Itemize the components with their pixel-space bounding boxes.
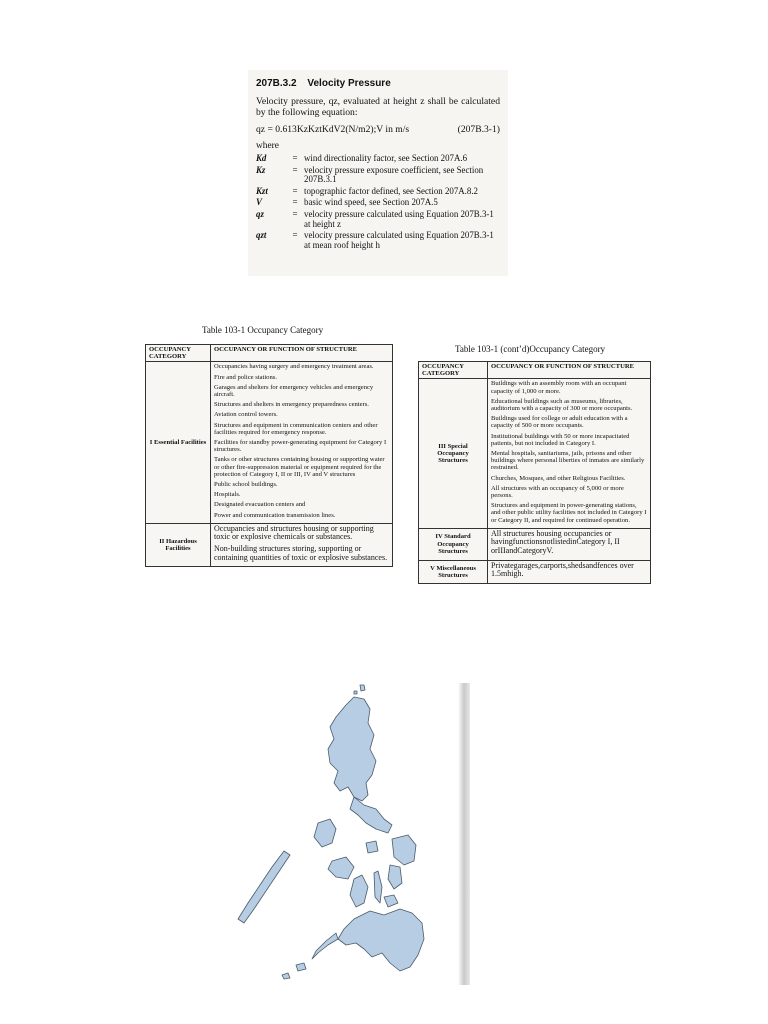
batanes-islands xyxy=(354,685,365,694)
list-item: Educational buildings such as museums, libraries, auditorium with a capacity of 300 or more occupants. xyxy=(491,397,633,413)
mindoro-island xyxy=(314,819,336,847)
definition-equals: = xyxy=(292,153,298,163)
table-row xyxy=(419,379,651,528)
column-header-function: OCCUPANCY OR FUNCTION OF STRUCTURE xyxy=(488,362,651,379)
occupancy-table-left xyxy=(145,344,393,567)
definition-row xyxy=(256,154,500,166)
list-item: Structures and equipment in communication centers and other facilities required for emergency response. xyxy=(214,421,378,436)
samar-island xyxy=(392,835,416,865)
definition-equals: = xyxy=(292,197,298,208)
map-graphic xyxy=(178,683,458,985)
list-item: Designated evacuation centers and xyxy=(214,501,306,509)
definition-text: velocity pressure calculated using Equation 207B.3-1 at height z xyxy=(304,208,494,229)
where-label: where xyxy=(256,141,279,151)
section-heading xyxy=(256,78,500,89)
occupancy-functions xyxy=(211,362,393,523)
negros-island xyxy=(350,875,368,907)
definition-symbol: Kd xyxy=(256,153,267,163)
section-number: 207B.3.2 xyxy=(256,78,297,89)
palawan-island xyxy=(238,851,290,923)
list-item: Facilities for standby power-generating equipment for Category I structures. xyxy=(214,439,387,454)
occupancy-functions xyxy=(488,560,651,583)
table-caption-right: Table 103-1 (cont’d)Occupancy Category xyxy=(455,344,606,354)
definition-text: wind directionality factor, see Section 207A.6 xyxy=(304,153,468,163)
occupancy-table-right xyxy=(418,361,651,584)
list-item: Privategarages,carports,shedsandfences over 1.5mhigh. xyxy=(491,560,634,579)
table-row xyxy=(419,560,651,583)
occupancy-category: IV Standard Occupancy Structures xyxy=(419,528,488,560)
list-item: Mental hospitals, sanitariums, jails, prisons and other buildings where personal liberties of inmates are similarly restrained. xyxy=(491,450,645,472)
occupancy-functions xyxy=(211,523,393,566)
intro-text: Velocity pressure, qz, evaluated at height z shall be calculated by the following equation: xyxy=(256,96,500,118)
list-item: Tanks or other structures containing housing or supporting water or other fire-suppression material or equipment required for the protection of Category I, II or III, IV and V structures xyxy=(214,456,385,478)
luzon-south xyxy=(350,797,392,833)
definition-equals: = xyxy=(292,230,298,241)
luzon-island xyxy=(328,697,376,801)
list-item: Power and communication transmission lines. xyxy=(214,511,336,519)
list-item: Structures and shelters in emergency preparedness centers. xyxy=(214,401,369,409)
mindanao-island xyxy=(338,909,424,971)
occupancy-category: I Essential Facilities xyxy=(146,362,211,523)
list-item: Garages and shelters for emergency vehicles and emergency aircraft. xyxy=(214,383,374,399)
list-item: Buildings with an assembly room with an occupant capacity of 1,000 or more. xyxy=(491,380,627,395)
definition-equals: = xyxy=(292,185,298,196)
section-title: Velocity Pressure xyxy=(307,78,391,89)
definition-symbol: Kz xyxy=(256,164,266,175)
definition-text: velocity pressure exposure coefficient, see Section 207B.3.1 xyxy=(304,164,484,185)
leyte-island xyxy=(388,865,402,889)
sulu-islands xyxy=(282,963,306,979)
occupancy-category: V Miscellaneous Structures xyxy=(419,560,488,583)
panay-island xyxy=(328,857,354,879)
equation: qz = 0.613KzKztKdV2(N/m2);V in m/s xyxy=(256,124,410,135)
occupancy-functions xyxy=(488,528,651,560)
definition-symbol: V xyxy=(256,197,262,208)
list-item: Institutional buildings with 50 or more incapacitated patients, but not included in Category I. xyxy=(491,432,630,447)
cebu-island xyxy=(374,871,382,903)
occupancy-functions xyxy=(488,379,651,528)
definition-row xyxy=(256,166,500,187)
definition-text: topographic factor defined, see Section 207A.8.2 xyxy=(304,185,478,196)
list-item: Aviation control towers. xyxy=(214,411,278,419)
list-item: Fire and police stations. xyxy=(214,373,277,381)
equation-line xyxy=(256,124,500,135)
list-item: Hospitals. xyxy=(214,491,241,499)
definition-symbol: qz xyxy=(256,208,264,219)
philippines-map xyxy=(178,683,470,985)
definition-equals: = xyxy=(292,208,298,219)
column-header-category: OCCUPANCY CATEGORY xyxy=(146,345,211,362)
occupancy-category: II Hazardous Facilities xyxy=(146,523,211,566)
list-item: Churches, Mosques, and other Religious Facilities. xyxy=(491,474,626,482)
scan-edge xyxy=(458,683,470,985)
occupancy-category: III Special Occupancy Structures xyxy=(419,379,488,528)
list-item: All structures with an occupancy of 5,000 or more persons. xyxy=(491,484,624,500)
list-item: Buildings used for college or adult education with a capacity of 500 or more occupants. xyxy=(491,415,628,430)
definition-text: basic wind speed, see Section 207A.5 xyxy=(304,197,438,208)
velocity-pressure-excerpt xyxy=(248,70,508,276)
list-item: Occupancies and structures housing or supporting toxic or explosive chemicals or substances. xyxy=(214,523,374,542)
table-caption-left: Table 103-1 Occupancy Category xyxy=(202,325,324,335)
list-item: All structures housing occupancies or havingfunctionsnotlistedinCategory I, II orIIIandCategoryV. xyxy=(491,528,620,556)
column-header-function: OCCUPANCY OR FUNCTION OF STRUCTURE xyxy=(211,345,393,362)
table-row xyxy=(146,362,393,523)
definition-text: velocity pressure calculated using Equation 207B.3-1 at mean roof height h xyxy=(304,230,494,250)
zamboanga-peninsula xyxy=(312,933,338,959)
masbate-island xyxy=(366,841,378,853)
table-row xyxy=(419,528,651,560)
definition-row xyxy=(256,210,500,231)
list-item: Structures and equipment in power-generating stations, and other public utility facilities not included in Category I or Category II, and required for continued operation. xyxy=(491,502,647,524)
list-item: Non-building structures storing, supporting or containing quantities of toxic or explosive substances. xyxy=(214,544,388,562)
list-item: Public school buildings. xyxy=(214,481,278,489)
bohol-island xyxy=(384,895,398,907)
definition-equals: = xyxy=(292,164,298,175)
equation-number: (207B.3-1) xyxy=(457,124,500,135)
column-header-category: OCCUPANCY CATEGORY xyxy=(419,362,488,379)
list-item: Occupancies having surgery and emergency treatment areas. xyxy=(214,363,374,371)
table-row xyxy=(146,523,393,566)
definition-symbol: Kzt xyxy=(256,185,268,196)
definition-symbol: qzt xyxy=(256,230,267,241)
definitions-list xyxy=(256,154,500,252)
definition-row xyxy=(256,231,500,252)
